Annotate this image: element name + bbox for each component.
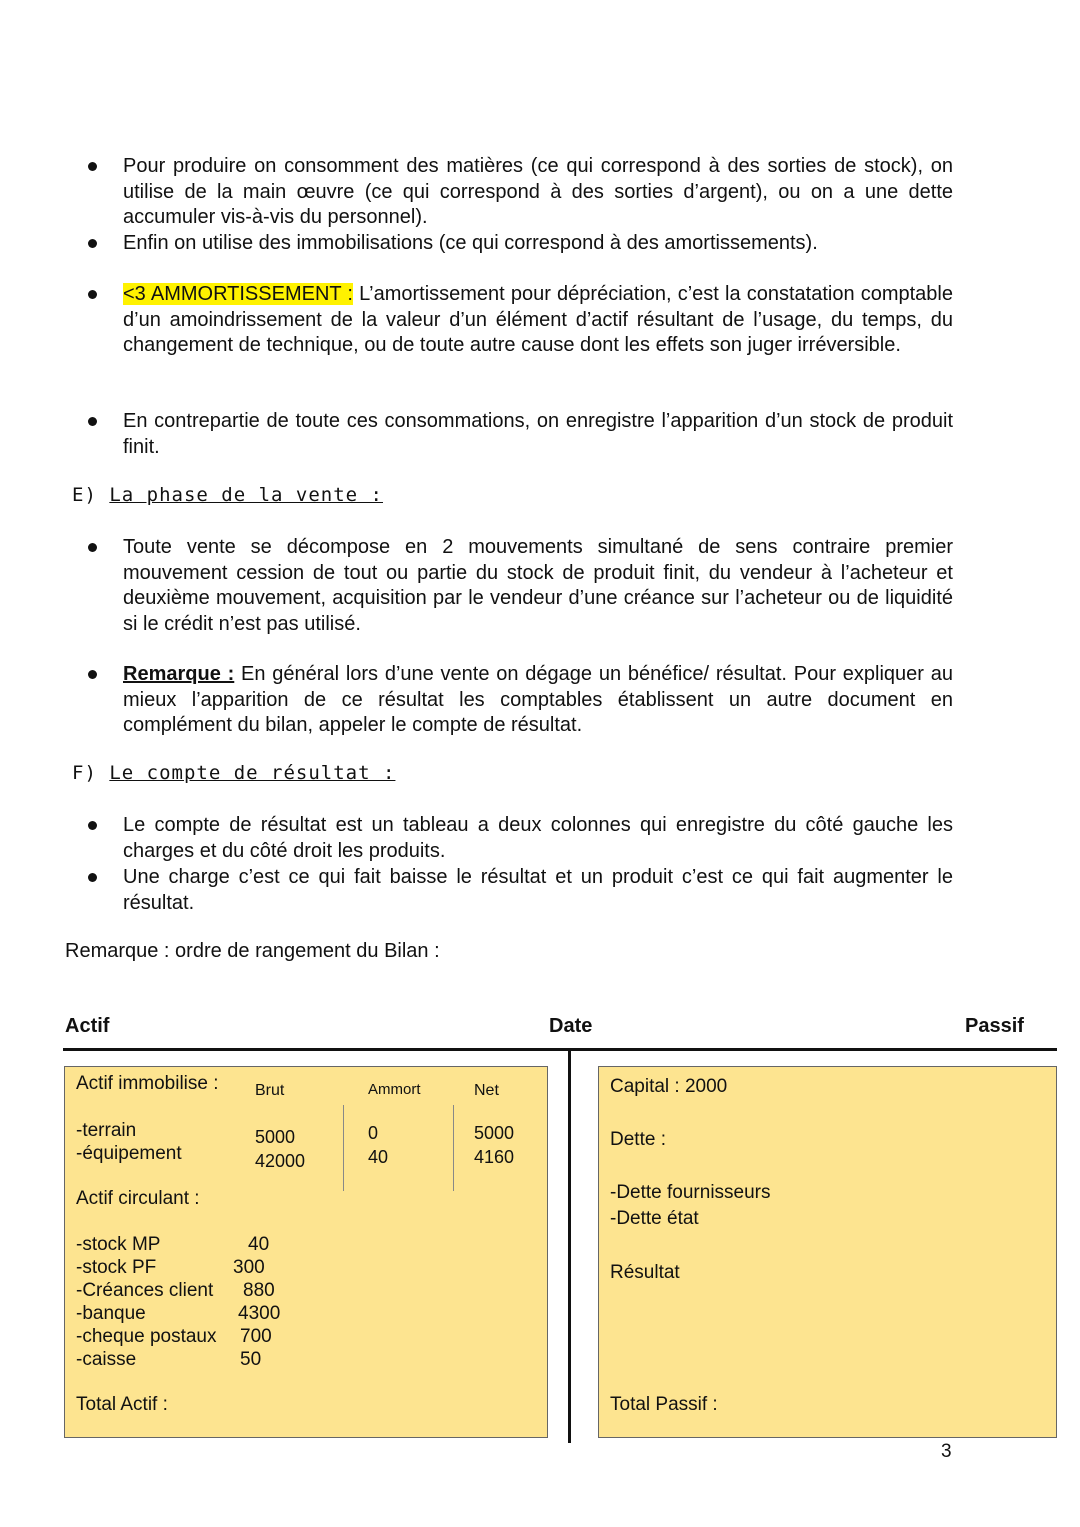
- actif-circulant-label: Actif circulant :: [76, 1188, 200, 1209]
- remarque-text: En général lors d’une vente on dégage un bénéfice/ résultat. Pour expliquer au mieux l’apparition de ce résultat les comptables établissent un autre document en complément du bilan, appeler le compte de résultat.: [123, 663, 953, 736]
- column-divider: [343, 1105, 344, 1191]
- paragraph-immobilisations: Enfin on utilise des immobilisations (ce qui correspond à des amortissements).: [123, 232, 818, 254]
- row-ammort: 0: [368, 1123, 379, 1143]
- row-label: -terrain: [76, 1120, 137, 1141]
- circulant-label: -caisse: [76, 1349, 137, 1370]
- passif-dette: Dette :: [610, 1129, 666, 1150]
- bullet: [88, 670, 100, 682]
- circulant-value: 50: [240, 1349, 262, 1370]
- passif-capital: Capital : 2000: [610, 1076, 728, 1097]
- bilan-date-title: Date: [549, 1015, 593, 1037]
- bilan-actif-title: Actif: [65, 1015, 110, 1037]
- row-ammort: 40: [368, 1147, 389, 1167]
- total-actif-label: Total Actif :: [76, 1394, 168, 1415]
- circulant-label: -cheque postaux: [76, 1326, 217, 1347]
- bullet: [88, 821, 100, 833]
- paragraph-remarque-vente: [123, 662, 953, 739]
- bilan-vertical-rule: [568, 1048, 571, 1443]
- circulant-label: -Créances client: [76, 1280, 214, 1301]
- bullet: [88, 543, 100, 555]
- amortissement-text: L’amortissement pour dépréciation, c’est la constatation comptable d’un amoindrissement de la valeur d’un élément d’actif résultant de l’usage, du temps, du changement de technique, ou de toute autre cause dont les effets son juger irréversible.: [123, 283, 953, 356]
- passif-box: [598, 1066, 1057, 1438]
- circulant-label: -stock PF: [76, 1257, 157, 1278]
- actif-box: [64, 1066, 548, 1438]
- circulant-value: 40: [248, 1234, 270, 1255]
- column-divider: [453, 1105, 454, 1191]
- bullet: [88, 873, 100, 885]
- circulant-value: 300: [233, 1257, 265, 1278]
- row-brut: 5000: [255, 1127, 296, 1147]
- bullet: [88, 162, 100, 174]
- col-ammort-header: Ammort: [368, 1081, 421, 1098]
- paragraph-charge: Une charge c’est ce qui fait baisse le résultat et un produit c’est ce qui fait augmenter le résultat.: [123, 866, 953, 914]
- passif-dette-fournisseurs: -Dette fournisseurs: [610, 1182, 771, 1203]
- bilan-passif-title: Passif: [965, 1015, 1024, 1037]
- paragraph-amortissement: [123, 282, 953, 359]
- circulant-value: 4300: [238, 1303, 281, 1324]
- heading-compte-resultat: [72, 762, 395, 784]
- remark-bilan: Remarque : ordre de rangement du Bilan :: [65, 940, 440, 962]
- paragraph-production: Pour produire on consomment des matières (ce qui correspond à des sorties de stock), on utilise de la main œuvre (ce qui correspond à des sorties d’argent), ou on a une dette accumuler vis-à-vis du personnel).: [123, 155, 953, 228]
- row-brut: 42000: [255, 1151, 306, 1171]
- amortissement-highlight: <3 AMMORTISSEMENT :: [123, 283, 353, 305]
- heading-phase-vente: [72, 484, 383, 506]
- row-net: 5000: [474, 1123, 515, 1143]
- heading-e-text: La phase de la vente :: [109, 484, 383, 506]
- row-label: -équipement: [76, 1143, 182, 1164]
- passif-dette-etat: -Dette état: [610, 1208, 699, 1229]
- bullet: [88, 239, 100, 251]
- total-passif-label: Total Passif :: [610, 1394, 718, 1415]
- heading-f-prefix: F): [72, 762, 110, 784]
- col-brut-header: Brut: [255, 1082, 285, 1099]
- actif-immobilise-label: Actif immobilise :: [76, 1073, 219, 1094]
- circulant-value: 880: [243, 1280, 275, 1301]
- bilan-horizontal-rule: [63, 1048, 1057, 1051]
- paragraph-vente: Toute vente se décompose en 2 mouvements simultané de sens contraire premier mouvement cession de tout ou partie du stock de produit finit, du vendeur à l’acheteur et deuxième mouvement, acquisition par le vendeur d’une créance sur l’acheteur ou de liquidité si le crédit n’est pas utilisé.: [123, 536, 953, 635]
- heading-f-text: Le compte de résultat :: [109, 762, 396, 784]
- circulant-label: -banque: [76, 1303, 146, 1324]
- remarque-label: Remarque :: [123, 663, 235, 685]
- passif-resultat: Résultat: [610, 1262, 680, 1283]
- circulant-label: -stock MP: [76, 1234, 161, 1255]
- bullet: [88, 290, 100, 302]
- bullet: [88, 417, 100, 429]
- heading-e-prefix: E): [72, 484, 110, 506]
- row-net: 4160: [474, 1147, 515, 1167]
- circulant-value: 700: [240, 1326, 272, 1347]
- col-net-header: Net: [474, 1082, 499, 1099]
- paragraph-compte-resultat: Le compte de résultat est un tableau a deux colonnes qui enregistre du côté gauche les charges et du côté droit les produits.: [123, 814, 953, 862]
- page-number: 3: [941, 1441, 952, 1462]
- paragraph-contrepartie: En contrepartie de toute ces consommations, on enregistre l’apparition d’un stock de produit finit.: [123, 410, 953, 458]
